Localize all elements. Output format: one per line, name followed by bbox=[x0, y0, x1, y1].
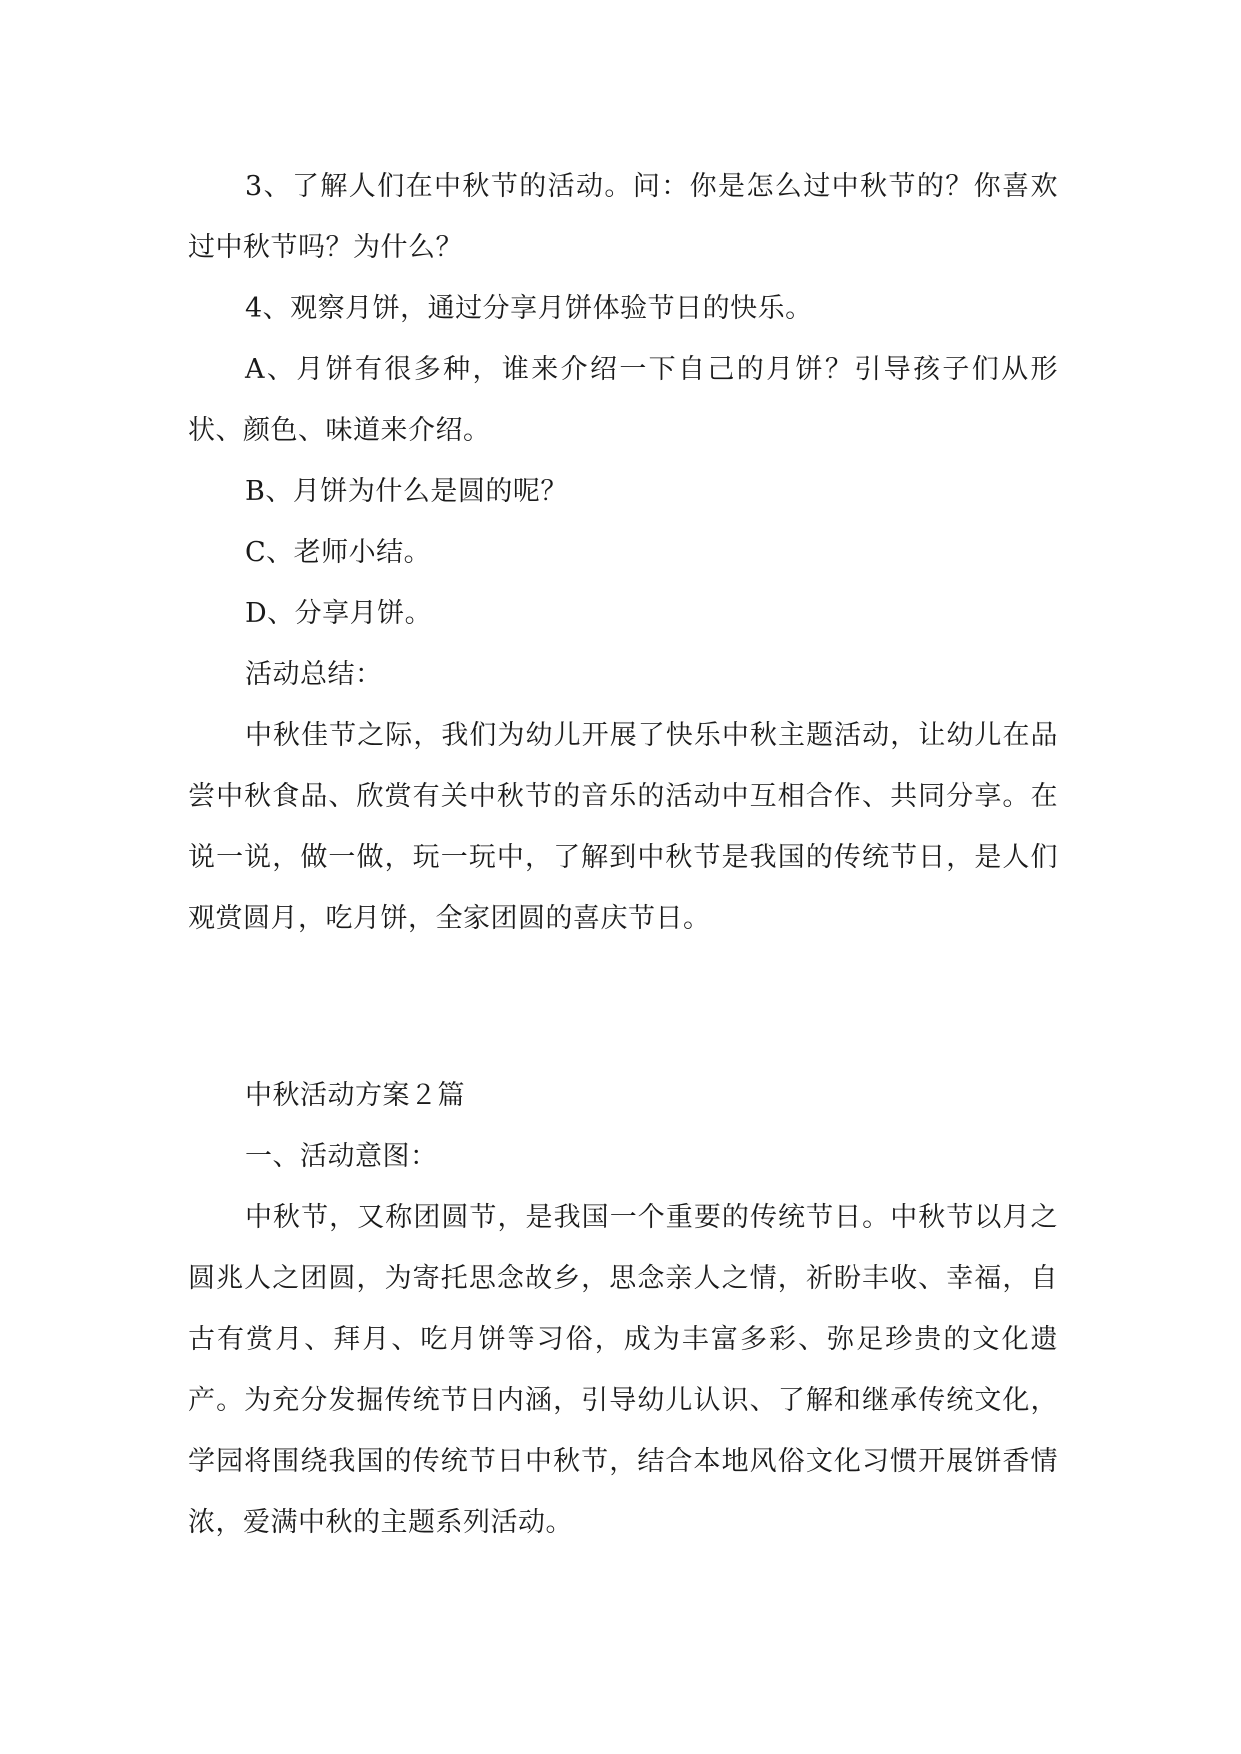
paragraph-step-b: B、月饼为什么是圆的呢？ bbox=[245, 476, 568, 507]
paragraph-step-a: A、月饼有很多种，谁来介绍一下自己的月饼？引导孩子们从形状、颜色、味道来介绍。 bbox=[188, 354, 1058, 446]
paragraph-step-4: 4、观察月饼，通过分享月饼体验节日的快乐。 bbox=[245, 293, 813, 324]
paragraph-step-d: D、分享月饼。 bbox=[245, 598, 433, 629]
intent-paragraph: 中秋节，又称团圆节，是我国一个重要的传统节日。中秋节以月之圆兆人之团圆，为寄托思念故乡，思念亲人之情，祈盼丰收、幸福，自古有赏月、拜月、吃月饼等习俗，成为丰富多彩、弥足珍贵的文化遗产。为充分发掘传统节日内涵，引导幼儿认识、了解和继承传统文化，学园将围绕我国的传统节日中秋节，结合本地风俗文化习惯开展饼香情浓，爱满中秋的主题系列活动。 bbox=[188, 1202, 1058, 1538]
plan-title: 中秋活动方案２篇 bbox=[245, 1080, 465, 1111]
activity-steps-section bbox=[188, 156, 1058, 949]
summary-heading: 活动总结： bbox=[245, 659, 383, 690]
summary-paragraph: 中秋佳节之际，我们为幼儿开展了快乐中秋主题活动，让幼儿在品尝中秋食品、欣赏有关中秋节的音乐的活动中互相合作、共同分享。在说一说，做一做，玩一玩中，了解到中秋节是我国的传统节日，是人们观赏圆月，吃月饼，全家团圆的喜庆节日。 bbox=[188, 720, 1058, 934]
paragraph-step-c: C、老师小结。 bbox=[245, 537, 432, 568]
intent-heading: 一、活动意图： bbox=[245, 1141, 438, 1172]
paragraph-step-3: 3、了解人们在中秋节的活动。问：你是怎么过中秋节的？你喜欢过中秋节吗？为什么？ bbox=[188, 171, 1058, 263]
plan-section bbox=[188, 1065, 1058, 1553]
